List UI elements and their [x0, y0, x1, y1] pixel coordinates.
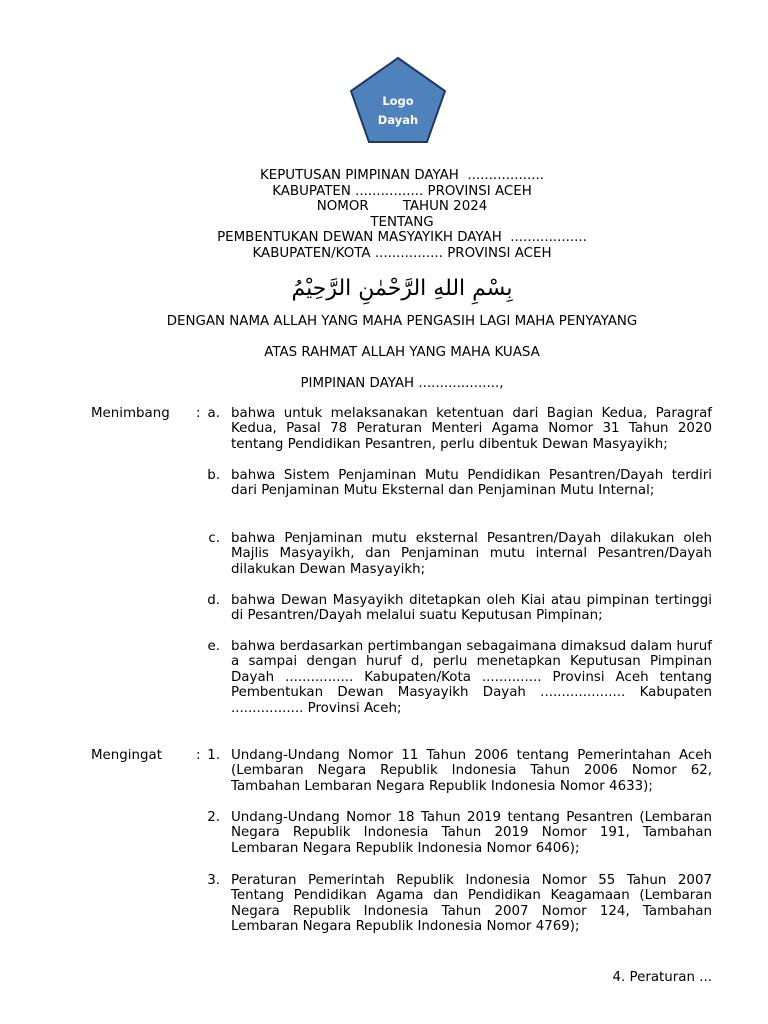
menimbang-item-e: bahwa berdasarkan pertimbangan sebagaimana dimaksud dalam huruf a sampai dengan huruf d, perlu menetapkan Keputusan Pimpinan Dayah ................ Kabupaten/Kota .............. Provinsi Aceh tentang Pembentukan Dewan Masyayikh Dayah .................... Kabupaten ................. Provinsi Aceh;	[231, 639, 712, 716]
mengingat-item-1: Undang-Undang Nomor 11 Tahun 2006 tentang Pemerintahan Aceh (Lembaran Negara Republik Indonesia Tahun 2006 Nomor 62, Tambahan Lembaran Negara Republik Indonesia Nomor 4633);	[231, 748, 712, 794]
mengingat-colon: :	[196, 748, 201, 763]
menimbang-marker-a: a.	[207, 406, 220, 421]
menimbang-item-c: bahwa Penjaminan mutu eksternal Pesantren/Dayah dilakukan oleh Majlis Masyayikh, dan Penjaminan mutu internal Pesantren/Dayah dilakukan Dewan Masyayikh;	[231, 531, 712, 577]
header-line-5: PEMBENTUKAN DEWAN MASYAYIKH DAYAH ..................	[217, 230, 587, 245]
header-line-1: KEPUTUSAN PIMPINAN DAYAH ..................	[259, 168, 545, 183]
invocation-line-2: ATAS RAHMAT ALLAH YANG MAHA KUASA	[264, 345, 540, 360]
menimbang-marker-e: e.	[207, 639, 220, 654]
header-line-6: KABUPATEN/KOTA ................ PROVINSI ACEH	[252, 245, 552, 261]
page-continuation: 4. Peraturan ...	[612, 970, 712, 985]
menimbang-item-d: bahwa Dewan Masyayikh ditetapkan oleh Kiai atau pimpinan tertinggi di Pesantren/Dayah melalui suatu Keputusan Pimpinan;	[231, 593, 712, 624]
logo-text	[348, 92, 448, 130]
menimbang-label: Menimbang	[91, 406, 170, 421]
document-header	[0, 168, 768, 261]
header-line-4: TENTANG	[370, 214, 434, 230]
menimbang-marker-b: b.	[207, 468, 220, 483]
mengingat-item-2: Undang-Undang Nomor 18 Tahun 2019 tentang Pesantren (Lembaran Negara Republik Indonesia Tahun 2019 Nomor 191, Tambahan Lembaran Negara Republik Indonesia Nomor 6406);	[231, 810, 712, 856]
logo-line-1: Logo	[382, 94, 414, 108]
menimbang-item-b: bahwa Sistem Penjaminan Mutu Pendidikan Pesantren/Dayah terdiri dari Penjaminan Mutu Eksternal dan Penjaminan Mutu Internal;	[231, 468, 712, 499]
header-line-2: KABUPATEN ................ PROVINSI ACEH	[272, 183, 532, 199]
mengingat-item-3: Peraturan Pemerintah Republik Indonesia Nomor 55 Tahun 2007 Tentang Pendidikan Agama dan Pendidikan Keagamaan (Lembaran Negara Republik Indonesia Tahun 2007 Nomor 124, Tambahan Lembaran Negara Republik Indonesia Nomor 4769);	[231, 873, 712, 935]
logo-line-2: Dayah	[377, 113, 419, 127]
menimbang-colon: :	[196, 406, 201, 421]
mengingat-marker-2: 2.	[207, 810, 220, 825]
menimbang-item-a: bahwa untuk melaksanakan ketentuan dari Bagian Kedua, Paragraf Kedua, Pasal 78 Peraturan Menteri Agama Nomor 31 Tahun 2020 tentang Pendidikan Pesantren, perlu dibentuk Dewan Masyayikh;	[231, 406, 712, 452]
mengingat-label: Mengingat	[91, 748, 162, 763]
mengingat-marker-3: 3.	[207, 873, 220, 888]
mengingat-marker-1: 1.	[207, 748, 220, 763]
invocation-line-1: DENGAN NAMA ALLAH YANG MAHA PENGASIH LAGI MAHA PENYAYANG	[166, 314, 638, 329]
header-line-3: NOMOR TAHUN 2024	[316, 199, 488, 214]
official-title: PIMPINAN DAYAH ...................,	[300, 376, 504, 391]
menimbang-marker-d: d.	[207, 593, 220, 608]
menimbang-marker-c: c.	[208, 531, 220, 546]
logo	[348, 56, 448, 144]
bismillah: بِسْمِ اللهِ الرَّحْمٰنِ الرَّحِيْمُ	[291, 276, 513, 301]
